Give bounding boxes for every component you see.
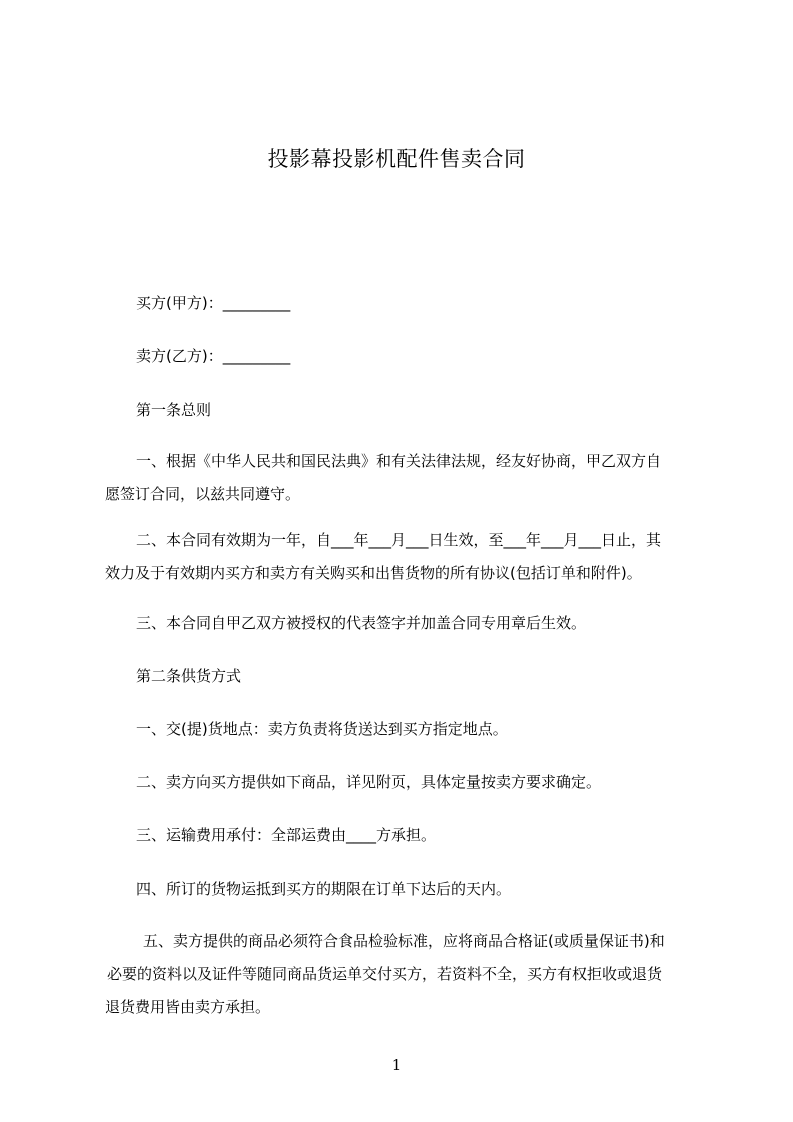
article-2-clause-2: 二、卖方向买方提供如下商品，详见附页，具体定量按卖方要求确定。 bbox=[136, 773, 602, 791]
clause-line: 愿签订合同，以兹共同遵守。 bbox=[105, 485, 301, 503]
clause-line: 一、根据《中华人民共和国民法典》和有关法律法规，经友好协商，甲乙双方自 bbox=[136, 452, 662, 470]
document-title: 投影幕投影机配件售卖合同 bbox=[267, 147, 526, 171]
article-1-clause-2 bbox=[105, 524, 662, 590]
clause-line: 五、卖方提供的商品必须符合食品检验标准，应将商品合格证(或质量保证书)和 bbox=[143, 932, 665, 950]
article-2-clause-4: 四、所订的货物运抵到买方的期限在订单下达后的天内。 bbox=[136, 880, 512, 898]
article-2-heading: 第二条供货方式 bbox=[136, 667, 242, 685]
buyer-line: 买方(甲方)：_________ bbox=[136, 294, 291, 312]
article-2-clause-3: 三、运输费用承付：全部运费由____方承担。 bbox=[136, 826, 437, 844]
seller-line: 卖方(乙方)：_________ bbox=[136, 347, 291, 365]
page-number: 1 bbox=[391, 1056, 402, 1074]
clause-line: 必要的资料以及证件等随同商品货运单交付买方，若资料不全，买方有权拒收或退货 bbox=[107, 965, 663, 983]
article-1-clause-1 bbox=[105, 445, 662, 511]
clause-line: 退货费用皆由卖方承担。 bbox=[105, 998, 271, 1016]
article-1-heading: 第一条总则 bbox=[136, 401, 212, 419]
article-2-clause-5 bbox=[105, 925, 665, 1024]
article-2-clause-1: 一、交(提)货地点：卖方负责将货送达到买方指定地点。 bbox=[136, 720, 508, 738]
clause-line: 二、本合同有效期为一年，自___年___月___日生效，至___年___月___日止，其 bbox=[136, 531, 662, 549]
clause-line: 效力及于有效期内买方和卖方有关购买和出售货物的所有协议(包括订单和附件)。 bbox=[105, 564, 642, 582]
article-1-clause-3: 三、本合同自甲乙双方被授权的代表签字并加盖合同专用章后生效。 bbox=[136, 614, 587, 632]
